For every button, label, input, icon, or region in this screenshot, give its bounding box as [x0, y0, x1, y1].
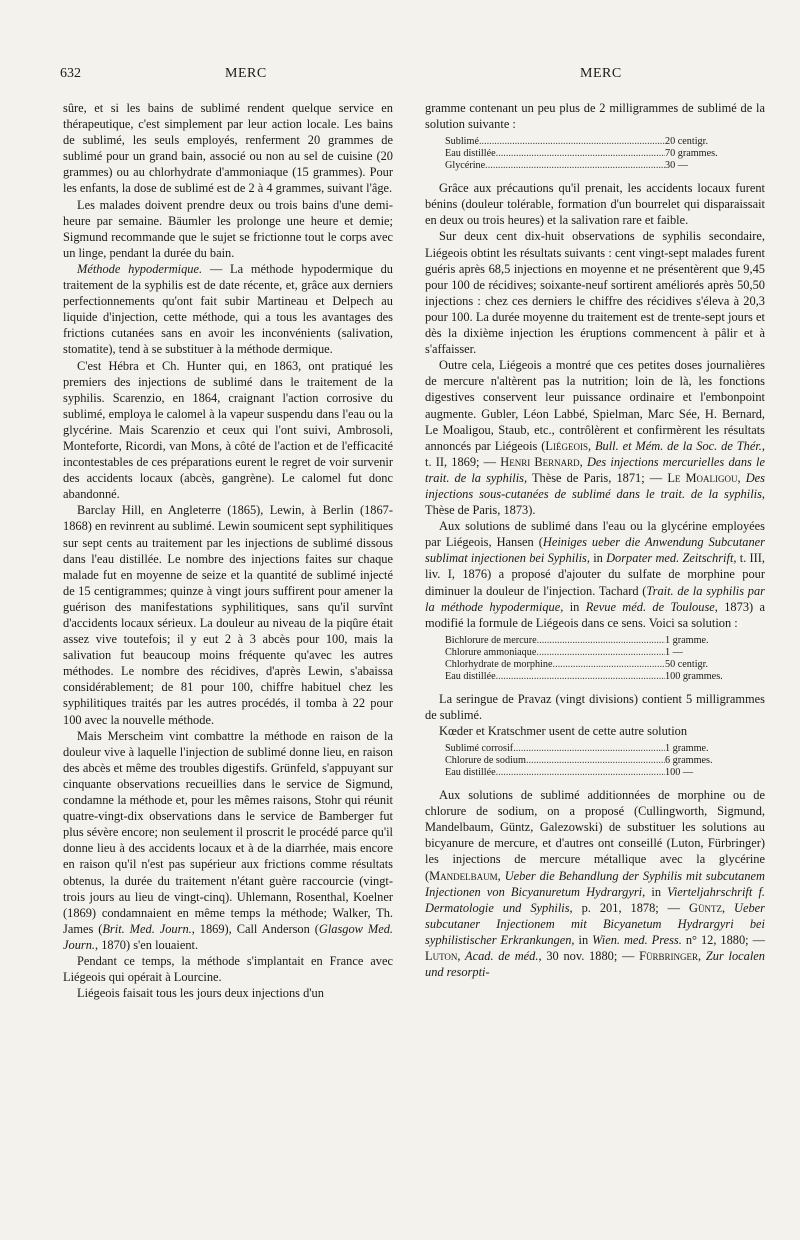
author: Güntz, [689, 900, 726, 915]
paragraph: Liégeois faisait tous les jours deux injections d'un [77, 986, 324, 1001]
citation: Wien. med. Press. [592, 932, 682, 947]
formula-row: Chlorure de sodium ..... 6 grammes. [445, 755, 745, 767]
citation: Heiniges ueber die Anwendung Subcutaner sublimat injectionen bei Syphilis, [425, 535, 765, 566]
citation: Acad. de méd., [460, 949, 542, 964]
paragraph: Sur deux cent dix-huit observations de syphilis secondaire, Liégeois obtint les résultats suivants : cent vingt-sept malades furent guéris après 68,5 injections en moyenne et ne présentèrent que 9,45 pour 100 de récidives; soixante-neuf sortirent améliorés après 50,50 injections : chez ces derniers le chiffre des récidives s'éleva à 20,3 pour 100. La durée moyenne du traitement est de trente-sept jours et dès la dixième injection les éruptions commencent à pâlir et à s'affaisser. [425, 229, 765, 357]
author: Mandelbaum, [429, 868, 501, 883]
citation: Ueber subcutaner Injectionem mit Bicyanetum Hydrargyri bei syphilistischer Erkrankungen, [425, 900, 765, 947]
right-column [425, 100, 765, 980]
author: Luton, [425, 949, 461, 964]
paragraph: sûre, et si les bains de sublimé rendent quelque service en thérapeutique, c'est simplement par leur action locale. Les bains de sublimé, les seuls employés, renferment 20 grammes de sublimé pour un grand bain, associé ou non au sel de cuisine (20 grammes) ou au chlorhydrate d'ammoniaque (15 grammes). Pour les enfants, la dose de sublimé est de 2 à 4 grammes, suivant l'âge. [63, 101, 393, 196]
citation: Ueber die Behandlung der Syphilis mit subcutanem Injectionen von Bicyanuretum Hydrargyri, [425, 868, 765, 899]
formula-table [445, 635, 745, 683]
author: Le Moaligou, [667, 470, 741, 485]
author: Fürbringer, [639, 949, 702, 964]
citation: Des injections mercurielles dans le trait. de la syphilis, [425, 454, 765, 485]
author: Liégeois, [545, 438, 592, 453]
citation: Brit. Med. Journ. [102, 921, 192, 936]
running-title-left: MERC [225, 66, 267, 81]
formula-row: Eau distillée ..... 70 grammes. [445, 148, 745, 160]
page-number: 632 [60, 66, 81, 81]
author: Henri Bernard, [500, 454, 583, 469]
paragraph: Pendant ce temps, la méthode s'implantait en France avec Liégeois qui opérait à Lourcine. [63, 953, 393, 985]
citation: Dorpater med. Zeitschrift, [606, 551, 737, 566]
running-header [0, 66, 800, 86]
section-heading: Méthode hypodermique. [77, 261, 203, 276]
paragraph: Grâce aux précautions qu'il prenait, les accidents locaux furent bénins (douleur tolérable, formation d'un bourrelet qui disparaissait en deux ou trois heures) et la salivation rare et faible. [425, 181, 765, 228]
paragraph: C'est Hébra et Ch. Hunter qui, en 1863, ont pratiqué les premiers des injections de sublimé dans le traitement de la syphilis. Scarenzio, en 1864, craignant l'action corrosive du sublimé, employa le calomel à la vapeur suspendu dans l'eau ou la glycérine. Mais Scarenzio et ceux qui l'ont suivi, Ambrosoli, Monteforte, Ricordi, van Mons, à côté de l'action et de l'efficacité incontestables de ces préparations eurent le regret de voir survenir des accidents locaux (abcès, gangrène). Le calomel fut donc abandonné. [63, 358, 393, 502]
paragraph: Aux solutions de sublimé additionnées de morphine ou de chlorure de sodium, on a proposé (Cullingworth, Sigmund, Mandelbaum, Güntz, Galezowski) de substituer les solutions au bicyanure de mercure, et d'autres ont conseillé (Luton, Fürbringer) les injections de mercure métallique avec la glycérine (Mandelbaum, Ueber die Behandlung der Syphilis mit subcutanem Injectionen von Bicyanuretum Hydrargyri, in Vierteljahrschrift f. Dermatologie und Syphilis, p. 201, 1878; — Güntz, Ueber subcutaner Injectionem mit Bicyanetum Hydrargyri bei syphilistischer Erkrankungen, in Wien. med. Press. n° 12, 1880; — Luton, Acad. de méd., 30 nov. 1880; — Fürbringer, Zur localen und resorpti- [425, 788, 765, 980]
citation: Trait. de la syphilis par la méthode hypodermique, [425, 583, 765, 614]
formula-row: Chlorhydrate de morphine ..... 50 centigr. [445, 659, 745, 671]
formula-row: Chlorure ammoniaque ..... 1 — [445, 647, 745, 659]
formula-row: Eau distillée ..... 100 — [445, 767, 745, 779]
formula-row: Sublimé corrosif ..... 1 gramme. [445, 743, 745, 755]
citation: Revue méd. de Toulouse, [585, 599, 718, 614]
paragraph: gramme contenant un peu plus de 2 milligrammes de sublimé de la solution suivante : [425, 101, 765, 132]
paragraph: Barclay Hill, en Angleterre (1865), Lewin, à Berlin (1867-1868) en revinrent au sublimé. Lewin soumicent sept syphilitiques sur sept cents au traitement par les injections de sublimé dissous dans l'eau distillée. Le nombre des injections faites sur chaque malade fut en moyenne de seize et la quantité de sublimé injecté de 15 centigrammes; quinze à vingt jours suffirent pour amener la guérison des manifestations syphilitiques, sans qu'il survînt d'accidents locaux sérieux. La douleur au niveau de la piqûre était assez vive toutefois; il y eut 2 à 3 abcès pour 100, mais la salivation fut beaucoup moins fréquente qu'avec les autres méthodes. Le nombre des récidives, d'après Lewin, s'abaissa considérablement; de 81 pour 100, chiffre habituel chez les syphilitiques traités par les autres procédés, il tomba à 22 pour 100 avec la nouvelle méthode. [63, 503, 394, 727]
citation: Vierteljahrschrift f. Dermatologie und Syphilis, [425, 884, 765, 915]
formula-row: Glycérine ..... 30 — [445, 160, 745, 172]
paragraph: La seringue de Pravaz (vingt divisions) contient 5 milligrammes de sublimé. [425, 691, 765, 722]
paragraph: Les malades doivent prendre deux ou trois bains d'une demi-heure par semaine. Bäumler les prolonge une heure et demie; Sigmund recommande que le sujet se frictionne tout le corps avec un linge, pendant la durée du bain. [63, 197, 393, 260]
paragraph: Outre cela, Liégeois a montré que ces petites doses journalières de mercure n'altèrent pas la nutrition; loin de là, les fonctions digestives conservent leur puissance ordinaire et l'embonpoint augmente. Gubler, Léon Labbé, Spielman, Marc Sée, H. Bernard, Le Moaligou, Staub, etc., contrôlèrent et confirmèrent les résultats annoncés par Liégeois (Liégeois, Bull. et Mém. de la Soc. de Thér., t. II, 1869; — Henri Bernard, Des injections mercurielles dans le trait. de la syphilis, Thèse de Paris, 1871; — Le Moaligou, Des injections sous-cutanées de sublimé dans le trait. de la syphilis, Thèse de Paris, 1873). [425, 358, 765, 518]
citation: Zur localen und resorpti- [425, 949, 765, 980]
citation: Glasgow Med. Journ. [63, 921, 393, 952]
paragraph: Aux solutions de sublimé dans l'eau ou la glycérine employées par Liégeois, Hansen (Heiniges ueber die Anwendung Subcutaner sublimat injectionen bei Syphilis, in Dorpater med. Zeitschrift, t. III, liv. I, 1876) a proposé d'ajouter du sulfate de morphine pour diminuer la douleur de l'injection. Tachard (Trait. de la syphilis par la méthode hypodermique, in Revue méd. de Toulouse, 1873) a modifié la formule de Liégeois dans ce sens. Voici sa solution : [425, 519, 766, 630]
formula-row: Bichlorure de mercure ..... 1 gramme. [445, 635, 745, 647]
formula-table [445, 136, 745, 172]
citation: Bull. et Mém. de la Soc. de Thér. [591, 438, 762, 453]
formula-table [445, 743, 745, 779]
left-column [63, 100, 393, 1001]
paragraph: Mais Merscheim vint combattre la méthode en raison de la douleur vive à laquelle l'injection de sublimé donne lieu, en raison des abcès et même des troubles digestifs. Grünfeld, s'appuyant sur cinquante observations recueillies dans le service de Sigmund, condamne la méthode et, pour les mêmes raisons, Stohr qui réunit quatre-vingt-dix observations dans le service de Bamberger fut plus sévère encore; non seulement il proscrit le procédé parce qu'il donne lieu à des accidents locaux et à de la diarrhée, mais encore en raison qu'il n'est pas supérieur aux frictions comme résultats obtenus, la durée du traitement n'étant guère raccourcie (vingt-trois jours au lieu de vingt-cinq). Uhlemann, Rosenthal, Koelner (1869) condamnaient en même temps la méthode; Walker, Th. James (Brit. Med. Journ., 1869), Call Anderson (Glasgow Med. Journ., 1870) s'en louaient. [63, 728, 393, 952]
running-title-right: MERC [580, 66, 622, 81]
paragraph: Kœder et Kratschmer usent de cette autre solution [439, 724, 688, 738]
paragraph: Méthode hypodermique. — La méthode hypodermique du traitement de la syphilis est de date récente, et, grâce aux derniers perfectionnements qu'ont fait subir Martineau et Delpech au liquide d'injection, cette méthode, qui a tous les avantages des frictions cutanées sans en avoir les inconvénients (salivation, stomatite), tend à se substituer à la méthode dermique. [63, 261, 393, 357]
citation: Des injections sous-cutanées de sublimé dans le trait. de la syphilis, [425, 470, 765, 501]
formula-row: Eau distillée ..... 100 grammes. [445, 671, 745, 683]
formula-row: Sublimé ..... 20 centigr. [445, 136, 745, 148]
